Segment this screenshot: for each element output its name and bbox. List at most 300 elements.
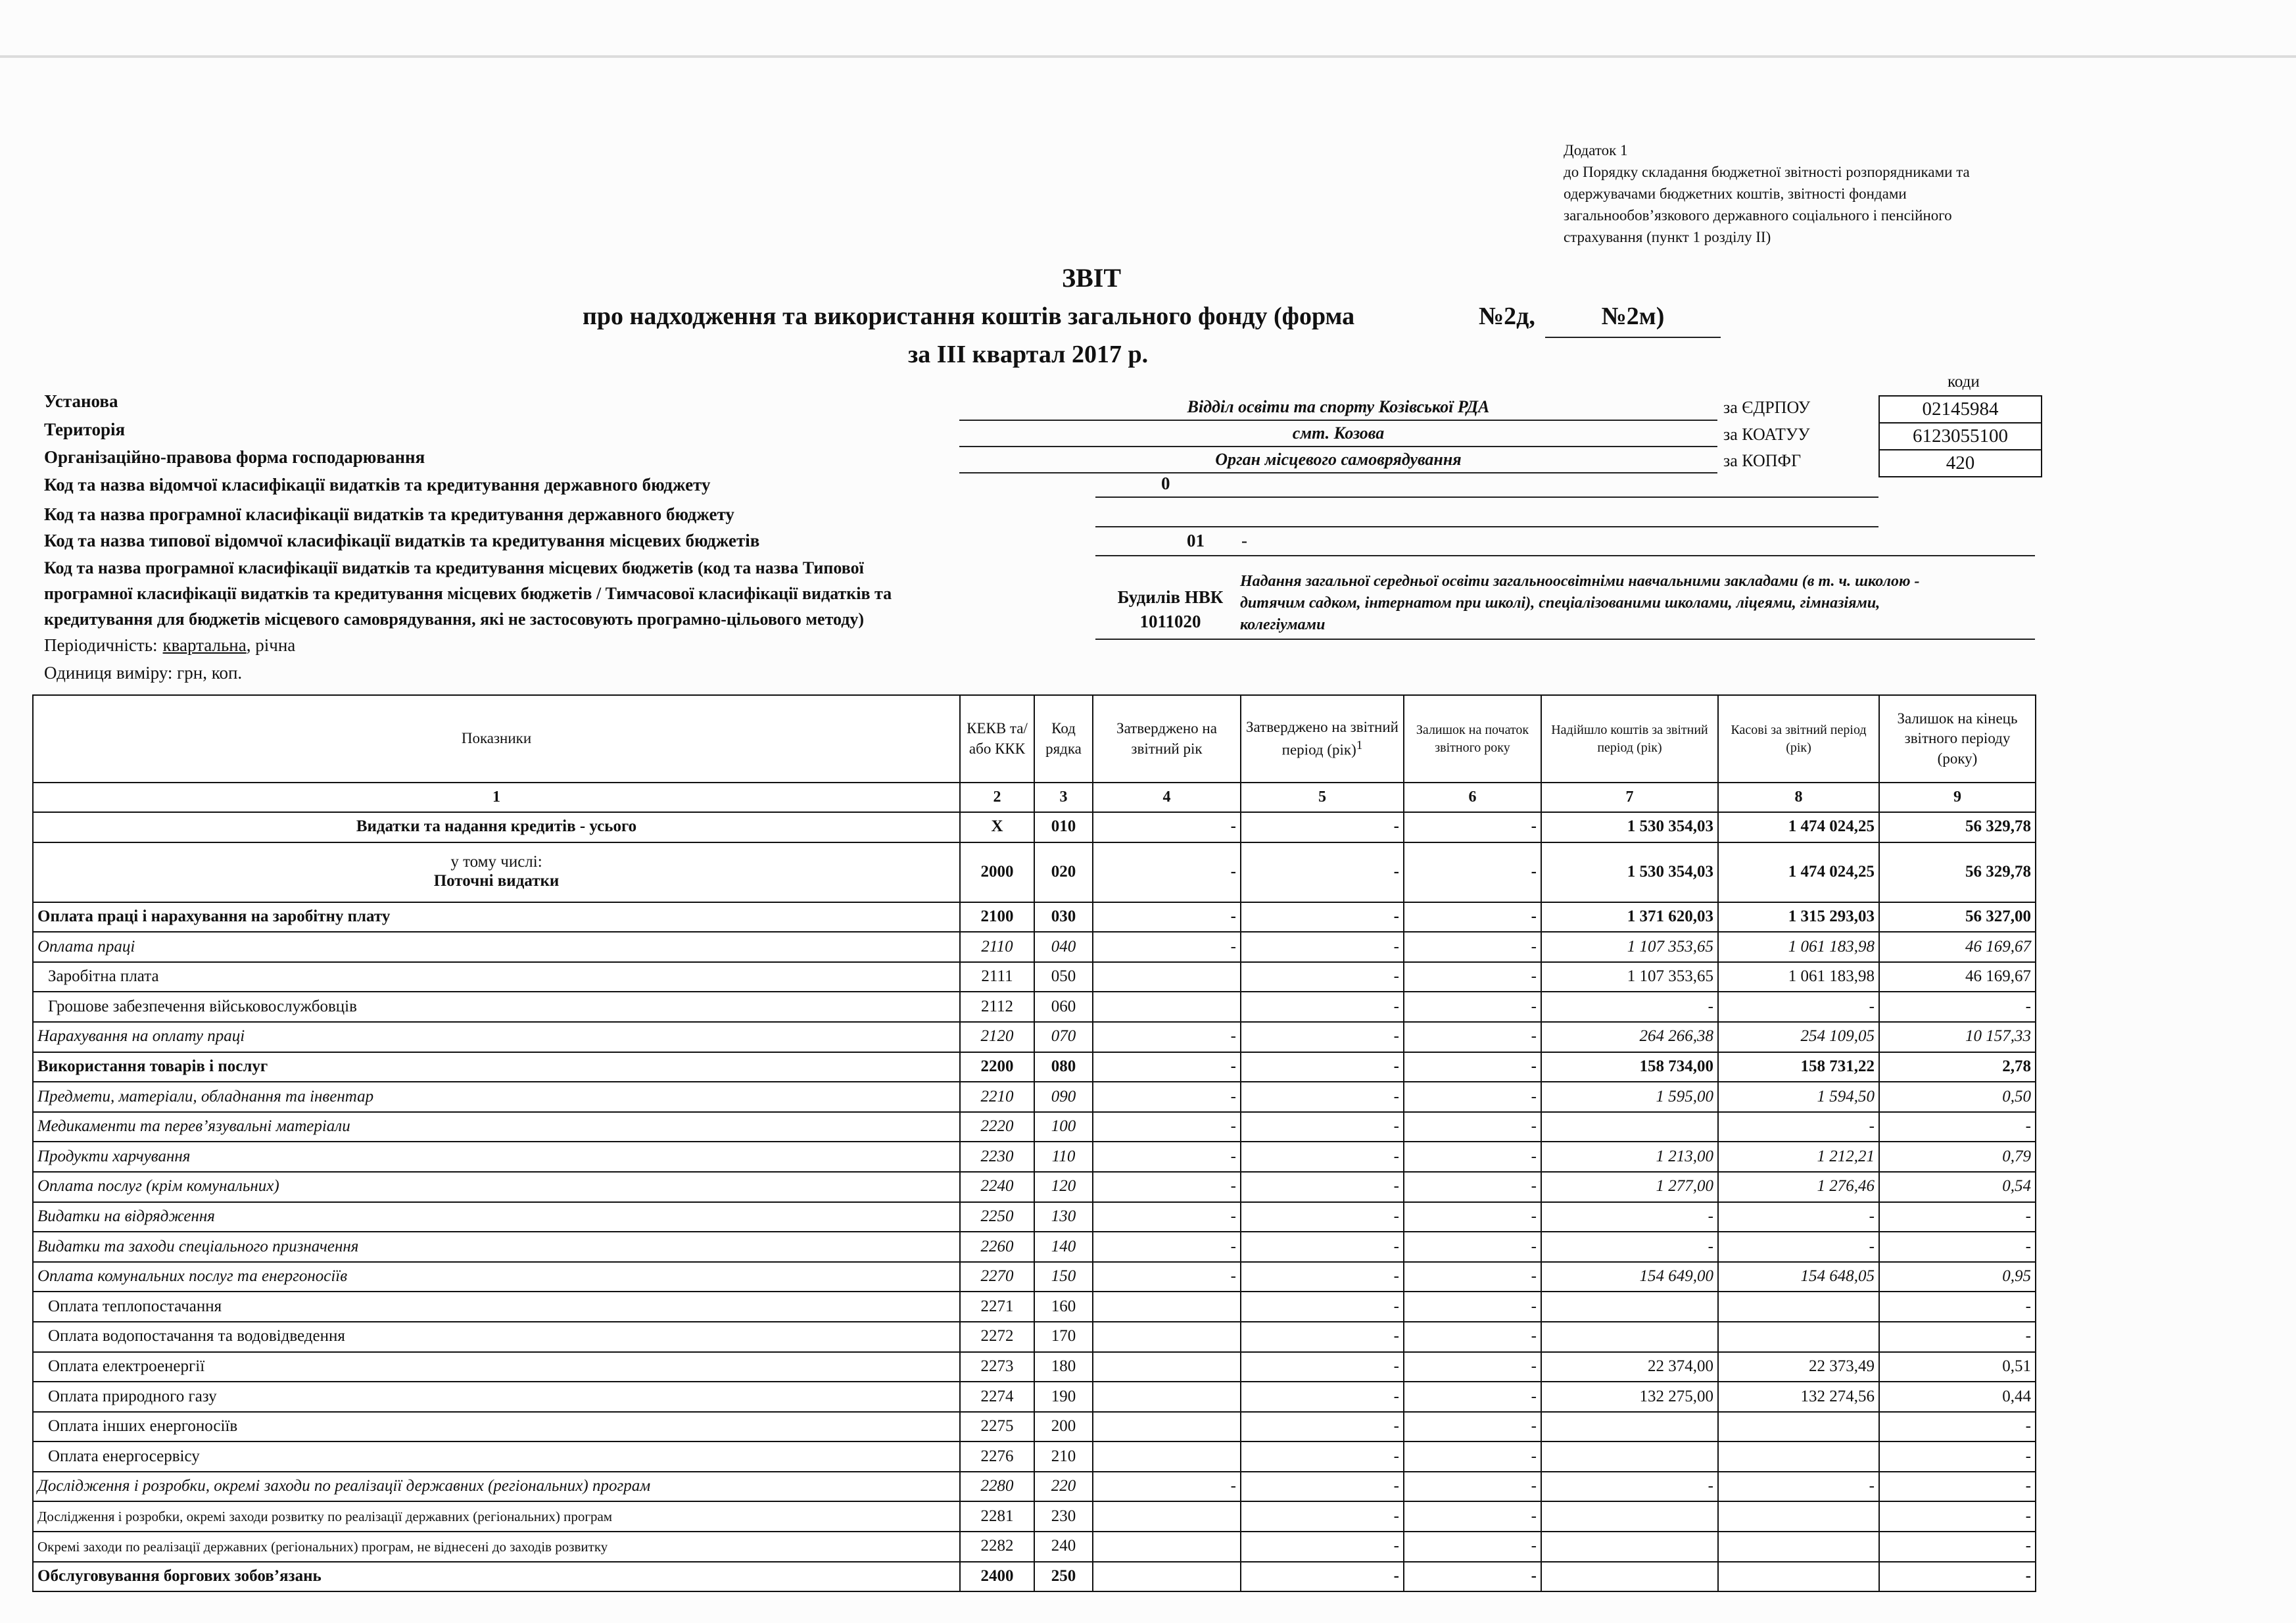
cash-cell <box>1718 1532 1879 1562</box>
table-row <box>33 1322 2036 1352</box>
balance-start-cell: - <box>1404 962 1541 992</box>
kekv-cell: 2272 <box>960 1322 1034 1352</box>
balance-end-cell: - <box>1879 1292 2036 1322</box>
kekv-cell: 2274 <box>960 1382 1034 1412</box>
approved-year-cell: - <box>1093 842 1241 902</box>
table-row <box>33 992 2036 1022</box>
header-balance-start: Залишок на початок звітного року <box>1404 695 1541 783</box>
territory-label: Територія <box>44 420 126 439</box>
indicator-name: Предмети, матеріали, обладнання та інвентар <box>37 1087 374 1105</box>
table-row <box>33 1562 2036 1592</box>
kopfg-label: за КОПФГ <box>1723 451 1802 470</box>
kekv-cell: Х <box>960 812 1034 842</box>
territory-value: смт. Козова <box>1292 424 1385 443</box>
column-number: 5 <box>1241 783 1404 812</box>
report-subtitle: про надходження та використання коштів загального фонду (форма <box>583 303 1355 330</box>
approved-period-cell: - <box>1241 842 1404 902</box>
approved-period-cell: - <box>1241 1262 1404 1292</box>
kekv-cell: 2120 <box>960 1022 1034 1052</box>
approved-year-cell: - <box>1093 1172 1241 1202</box>
cash-cell <box>1718 1412 1879 1442</box>
table-row <box>33 1082 2036 1112</box>
typical-dept-name: - <box>1241 531 1247 550</box>
line-code-cell: 130 <box>1034 1202 1093 1232</box>
header-received: Надійшло коштів за звітний період (рік) <box>1541 695 1718 783</box>
received-cell: - <box>1541 1202 1718 1232</box>
balance-end-cell: 0,50 <box>1879 1082 2036 1112</box>
approved-period-cell: - <box>1241 1472 1404 1502</box>
approved-period-cell: - <box>1241 1352 1404 1382</box>
annex-line: страхування (пункт 1 розділу II) <box>1564 229 1771 245</box>
balance-end-cell: - <box>1879 1322 2036 1352</box>
balance-end-cell: 0,51 <box>1879 1352 2036 1382</box>
balance-end-cell: - <box>1879 992 2036 1022</box>
table-row <box>33 812 2036 842</box>
received-cell: 1 595,00 <box>1541 1082 1718 1112</box>
table-row <box>33 1501 2036 1532</box>
line-code-cell: 170 <box>1034 1322 1093 1352</box>
approved-period-cell: - <box>1241 812 1404 842</box>
approved-period-cell: - <box>1241 1562 1404 1592</box>
balance-end-cell: 10 157,33 <box>1879 1022 2036 1052</box>
balance-end-cell: - <box>1879 1202 2036 1232</box>
table-row <box>33 1441 2036 1472</box>
indicator-name-cell <box>33 1112 960 1142</box>
approved-year-cell: - <box>1093 812 1241 842</box>
indicator-name: Оплата природного газу <box>48 1387 217 1405</box>
approved-year-cell <box>1093 992 1241 1022</box>
indicator-name: Поточні видатки <box>433 872 560 890</box>
table-row <box>33 1472 2036 1502</box>
line-code-cell: 180 <box>1034 1352 1093 1382</box>
balance-end-cell: 0,54 <box>1879 1172 2036 1202</box>
balance-end-cell: 2,78 <box>1879 1052 2036 1082</box>
indicator-name: Дослідження і розробки, окремі заходи розвитку по реалізації державних (регіональних) програм <box>37 1509 613 1525</box>
approved-year-cell <box>1093 1532 1241 1562</box>
table-row <box>33 1052 2036 1082</box>
typical-dept-code: 01 <box>1187 531 1205 550</box>
approved-year-cell <box>1093 1501 1241 1532</box>
codes-box <box>1878 395 2042 477</box>
periodicity <box>44 634 295 656</box>
form-number-d: №2д, <box>1479 303 1535 330</box>
column-number: 7 <box>1541 783 1718 812</box>
balance-end-cell: - <box>1879 1412 2036 1442</box>
approved-period-cell: - <box>1241 1202 1404 1232</box>
header-line-code: Код рядка <box>1034 695 1093 783</box>
local-program-name <box>1240 571 2036 636</box>
balance-end-cell: - <box>1879 1441 2036 1472</box>
annex-line: до Порядку складання бюджетної звітності розпорядниками та <box>1564 164 1970 180</box>
table-row <box>33 932 2036 962</box>
approved-year-cell: - <box>1093 1022 1241 1052</box>
line-code-cell: 040 <box>1034 932 1093 962</box>
balance-end-cell: - <box>1879 1112 2036 1142</box>
indicator-name: Оплата енергосервісу <box>48 1447 200 1465</box>
indicator-name: Видатки та надання кредитів - усього <box>356 817 637 836</box>
edrpou-label: за ЄДРПОУ <box>1723 398 1811 417</box>
kekv-cell: 2400 <box>960 1562 1034 1592</box>
kekv-cell: 2260 <box>960 1232 1034 1262</box>
cash-cell: 132 274,56 <box>1718 1382 1879 1412</box>
received-cell: 154 649,00 <box>1541 1262 1718 1292</box>
balance-start-cell: - <box>1404 1112 1541 1142</box>
indicator-name-cell <box>33 1172 960 1202</box>
balance-start-cell: - <box>1404 932 1541 962</box>
received-cell <box>1541 1441 1718 1472</box>
line-code-cell: 090 <box>1034 1082 1093 1112</box>
received-cell: 1 107 353,65 <box>1541 962 1718 992</box>
table-row <box>33 1382 2036 1412</box>
indicator-name-cell <box>33 962 960 992</box>
line-code-cell: 060 <box>1034 992 1093 1022</box>
line-code-cell: 200 <box>1034 1412 1093 1442</box>
received-cell <box>1541 1112 1718 1142</box>
kekv-cell: 2273 <box>960 1352 1034 1382</box>
balance-start-cell: - <box>1404 842 1541 902</box>
kekv-cell: 2230 <box>960 1142 1034 1172</box>
kekv-cell: 2281 <box>960 1501 1034 1532</box>
cash-cell: - <box>1718 1202 1879 1232</box>
approved-year-cell: - <box>1093 1472 1241 1502</box>
indicator-name: Оплата теплопостачання <box>48 1297 222 1315</box>
table-row <box>33 1232 2036 1262</box>
local-program-code <box>1105 585 1236 634</box>
institution-value: Відділ освіти та спорту Козівської РДА <box>1187 397 1490 416</box>
received-cell: 264 266,38 <box>1541 1022 1718 1052</box>
dept-classification-value: 0 <box>1161 473 1170 493</box>
approved-year-cell <box>1093 1562 1241 1592</box>
approved-year-cell <box>1093 1382 1241 1412</box>
received-cell <box>1541 1322 1718 1352</box>
institution-value-line <box>959 395 1717 421</box>
approved-period-cell: - <box>1241 1441 1404 1472</box>
approved-year-cell <box>1093 1352 1241 1382</box>
indicator-name-cell <box>33 1532 960 1562</box>
table-row <box>33 962 2036 992</box>
balance-start-cell: - <box>1404 1352 1541 1382</box>
legal-form-label: Організаційно-правова форма господарювання <box>44 447 425 467</box>
received-cell: 132 275,00 <box>1541 1382 1718 1412</box>
kekv-cell: 2240 <box>960 1172 1034 1202</box>
indicator-name-cell <box>33 1472 960 1502</box>
edrpou-code: 02145984 <box>1880 397 2041 424</box>
dept-classification-line <box>1095 472 1878 498</box>
approved-year-cell <box>1093 1441 1241 1472</box>
indicator-name-cell <box>33 1142 960 1172</box>
table-row <box>33 1262 2036 1292</box>
periodicity-label: Періодичність: <box>44 635 158 655</box>
approved-period-cell: - <box>1241 1172 1404 1202</box>
cash-cell: 158 731,22 <box>1718 1052 1879 1082</box>
balance-start-cell: - <box>1404 902 1541 933</box>
koatuu-label: за КОАТУУ <box>1723 425 1810 444</box>
balance-start-cell: - <box>1404 812 1541 842</box>
dept-classification-label: Код та назва відомчої класифікації видатків та кредитування державного бюджету <box>44 475 711 495</box>
table-row <box>33 902 2036 933</box>
balance-start-cell: - <box>1404 1232 1541 1262</box>
balance-start-cell: - <box>1404 1202 1541 1232</box>
kekv-cell: 2112 <box>960 992 1034 1022</box>
indicator-name: Оплата праці <box>37 937 135 956</box>
indicator-name-cell <box>33 1412 960 1442</box>
balance-start-cell: - <box>1404 1501 1541 1532</box>
indicator-name-cell <box>33 992 960 1022</box>
indicator-name-cell <box>33 1562 960 1592</box>
indicator-name: Дослідження і розробки, окремі заходи по реалізації державних (регіональних) програм <box>37 1477 651 1495</box>
approved-year-cell: - <box>1093 1262 1241 1292</box>
approved-year-cell <box>1093 962 1241 992</box>
indicator-name: Медикаменти та перев’язувальні матеріали <box>37 1117 350 1136</box>
balance-start-cell: - <box>1404 1562 1541 1592</box>
local-program-code-name: Будилів НВК <box>1117 587 1224 607</box>
indicator-name-prefix: у тому числі: <box>450 853 542 871</box>
header-indicators: Показники <box>33 695 960 783</box>
line-code-cell: 010 <box>1034 812 1093 842</box>
report-period: за III квартал 2017 р. <box>908 341 1149 368</box>
cash-cell: 254 109,05 <box>1718 1022 1879 1052</box>
balance-end-cell: - <box>1879 1562 2036 1592</box>
approved-period-cell: - <box>1241 1232 1404 1262</box>
indicator-name: Окремі заходи по реалізації державних (регіональних) програм, не віднесені до заходів розвитку <box>37 1538 608 1555</box>
table-row <box>33 1202 2036 1232</box>
received-cell: 22 374,00 <box>1541 1352 1718 1382</box>
received-cell: - <box>1541 992 1718 1022</box>
approved-year-cell: - <box>1093 932 1241 962</box>
kekv-cell: 2250 <box>960 1202 1034 1232</box>
indicator-name-cell <box>33 1082 960 1112</box>
annex-line: Додаток 1 <box>1564 142 1628 158</box>
approved-period-cell: - <box>1241 902 1404 933</box>
approved-year-cell: - <box>1093 1112 1241 1142</box>
approved-year-cell <box>1093 1322 1241 1352</box>
label-line: програмної класифікації видатків та кредитування місцевих бюджетів / Тимчасової класифікації видатків та <box>44 584 892 603</box>
indicator-name-cell <box>33 1322 960 1352</box>
indicator-name: Оплата водопостачання та водовідведення <box>48 1327 345 1345</box>
approved-period-cell: - <box>1241 1082 1404 1112</box>
indicator-name-cell <box>33 1202 960 1232</box>
line-code-cell: 070 <box>1034 1022 1093 1052</box>
balance-start-cell: - <box>1404 1322 1541 1352</box>
cash-cell: - <box>1718 1472 1879 1502</box>
cash-cell: 1 474 024,25 <box>1718 842 1879 902</box>
column-number: 1 <box>33 783 960 812</box>
indicator-name: Обслуговування боргових зобов’язань <box>37 1567 322 1586</box>
indicator-name-cell <box>33 1022 960 1052</box>
line-code-cell: 230 <box>1034 1501 1093 1532</box>
periodicity-selected: квартальна <box>162 635 247 655</box>
approved-period-cell: - <box>1241 1501 1404 1532</box>
indicator-name-cell <box>33 842 960 902</box>
kopfg-code: 420 <box>1946 452 1975 473</box>
balance-end-cell: - <box>1879 1501 2036 1532</box>
column-number: 6 <box>1404 783 1541 812</box>
line-code-cell: 210 <box>1034 1441 1093 1472</box>
column-number: 9 <box>1879 783 2036 812</box>
balance-start-cell: - <box>1404 1412 1541 1442</box>
received-cell <box>1541 1562 1718 1592</box>
line-code-cell: 220 <box>1034 1472 1093 1502</box>
indicator-name: Оплата праці і нарахування на заробітну плату <box>37 908 391 926</box>
approved-year-cell: - <box>1093 1052 1241 1082</box>
cash-cell: 1 594,50 <box>1718 1082 1879 1112</box>
local-program-line <box>1095 639 2035 640</box>
kekv-cell: 2111 <box>960 962 1034 992</box>
indicator-name: Оплата інших енергоносіїв <box>48 1417 238 1436</box>
annex-line: загальнообов’язкового державного соціального і пенсійного <box>1564 207 1952 224</box>
approved-period-cell: - <box>1241 1412 1404 1442</box>
line-code-cell: 250 <box>1034 1562 1093 1592</box>
indicator-name: Використання товарів і послуг <box>37 1057 268 1075</box>
cash-cell: 1 212,21 <box>1718 1142 1879 1172</box>
received-cell <box>1541 1412 1718 1442</box>
indicator-name: Заробітна плата <box>48 967 159 986</box>
balance-end-cell: 0,79 <box>1879 1142 2036 1172</box>
kekv-cell: 2270 <box>960 1262 1034 1292</box>
received-cell: 1 530 354,03 <box>1541 842 1718 902</box>
kekv-cell: 2100 <box>960 902 1034 933</box>
column-number: 4 <box>1093 783 1241 812</box>
cash-cell: 22 373,49 <box>1718 1352 1879 1382</box>
table-row <box>33 842 2036 902</box>
balance-start-cell: - <box>1404 1172 1541 1202</box>
balance-start-cell: - <box>1404 1472 1541 1502</box>
balance-end-cell: 0,44 <box>1879 1382 2036 1412</box>
periodicity-other: , річна <box>246 635 296 655</box>
header-approved-year: Затверджено на звітний рік <box>1093 695 1241 783</box>
line-code-cell: 240 <box>1034 1532 1093 1562</box>
cash-cell <box>1718 1322 1879 1352</box>
kekv-cell: 2220 <box>960 1112 1034 1142</box>
table-body <box>33 812 2036 1591</box>
approved-period-cell: - <box>1241 992 1404 1022</box>
local-program-classification-label <box>44 555 892 632</box>
cash-cell: 154 648,05 <box>1718 1262 1879 1292</box>
indicator-name: Продукти харчування <box>37 1147 191 1165</box>
kekv-cell: 2000 <box>960 842 1034 902</box>
local-program-name-line: дитячим садком, інтернатом при школі), спеціалізованими школами, ліцеями, гімназіями, <box>1240 594 1880 612</box>
line-code-cell: 110 <box>1034 1142 1093 1172</box>
approved-period-cell: - <box>1241 1022 1404 1052</box>
program-classification-label: Код та назва програмної класифікації видатків та кредитування державного бюджету <box>44 504 734 524</box>
line-code-cell: 080 <box>1034 1052 1093 1082</box>
table-header-row <box>33 695 2036 783</box>
unit-of-measure: Одиниця виміру: грн, коп. <box>44 663 243 683</box>
indicator-name: Нарахування на оплату праці <box>37 1027 245 1046</box>
column-number: 8 <box>1718 783 1879 812</box>
line-code-cell: 150 <box>1034 1262 1093 1292</box>
approved-period-cell: - <box>1241 1112 1404 1142</box>
form-number-m: №2м) <box>1545 301 1721 338</box>
kekv-cell: 2210 <box>960 1082 1034 1112</box>
annex-note <box>1564 139 1970 248</box>
received-cell <box>1541 1532 1718 1562</box>
annex-line: одержувачами бюджетних коштів, звітності фондами <box>1564 185 1907 202</box>
line-code-cell: 190 <box>1034 1382 1093 1412</box>
legal-form-value-line <box>959 447 1717 473</box>
program-classification-line <box>1095 501 1878 527</box>
received-cell: 158 734,00 <box>1541 1052 1718 1082</box>
received-cell: 1 530 354,03 <box>1541 812 1718 842</box>
column-number: 3 <box>1034 783 1093 812</box>
typical-dept-classification-line <box>1095 530 2035 556</box>
received-cell: 1 371 620,03 <box>1541 902 1718 933</box>
line-code-cell: 120 <box>1034 1172 1093 1202</box>
cash-cell: 1 061 183,98 <box>1718 962 1879 992</box>
kekv-cell: 2110 <box>960 932 1034 962</box>
indicator-name: Видатки на відрядження <box>37 1207 215 1225</box>
cash-cell: 1 315 293,03 <box>1718 902 1879 933</box>
balance-end-cell: 46 169,67 <box>1879 932 2036 962</box>
line-code-cell: 030 <box>1034 902 1093 933</box>
approved-year-cell: - <box>1093 1082 1241 1112</box>
legal-form-value: Орган місцевого самоврядування <box>1215 450 1462 469</box>
approved-period-cell: - <box>1241 1142 1404 1172</box>
received-cell <box>1541 1292 1718 1322</box>
balance-start-cell: - <box>1404 1292 1541 1322</box>
header-approved-period-text: Затверджено на звітний період (рік) <box>1246 718 1399 758</box>
balance-start-cell: - <box>1404 1532 1541 1562</box>
approved-period-cell: - <box>1241 1382 1404 1412</box>
approved-period-cell: - <box>1241 1052 1404 1082</box>
cash-cell <box>1718 1292 1879 1322</box>
indicator-name-cell <box>33 1052 960 1082</box>
indicator-name-cell <box>33 1501 960 1532</box>
indicator-name-cell <box>33 812 960 842</box>
balance-end-cell: 46 169,67 <box>1879 962 2036 992</box>
cash-cell: - <box>1718 1112 1879 1142</box>
footnote-marker: 1 <box>1356 739 1363 753</box>
approved-period-cell: - <box>1241 962 1404 992</box>
codes-header: коди <box>1948 373 1980 391</box>
indicator-name: Видатки та заходи спеціального призначення <box>37 1237 359 1255</box>
cash-cell: 1 061 183,98 <box>1718 932 1879 962</box>
table-row <box>33 1142 2036 1172</box>
column-number-row <box>33 783 2036 812</box>
balance-start-cell: - <box>1404 1022 1541 1052</box>
balance-end-cell: - <box>1879 1232 2036 1262</box>
table-row <box>33 1112 2036 1142</box>
header-balance-end: Залишок на кінець звітного періоду (року) <box>1879 695 2036 783</box>
line-code-cell: 100 <box>1034 1112 1093 1142</box>
received-cell: 1 107 353,65 <box>1541 932 1718 962</box>
approved-period-cell: - <box>1241 1532 1404 1562</box>
kekv-cell: 2200 <box>960 1052 1034 1082</box>
approved-period-cell: - <box>1241 1292 1404 1322</box>
balance-end-cell: 0,95 <box>1879 1262 2036 1292</box>
cash-cell: 1 276,46 <box>1718 1172 1879 1202</box>
indicator-name-cell <box>33 932 960 962</box>
line-code-cell: 050 <box>1034 962 1093 992</box>
kekv-cell: 2282 <box>960 1532 1034 1562</box>
received-cell: 1 277,00 <box>1541 1172 1718 1202</box>
indicator-name-cell <box>33 1292 960 1322</box>
approved-year-cell: - <box>1093 902 1241 933</box>
approved-period-cell: - <box>1241 932 1404 962</box>
received-cell: - <box>1541 1472 1718 1502</box>
balance-start-cell: - <box>1404 1082 1541 1112</box>
indicator-name: Грошове забезпечення військовослужбовців <box>48 997 357 1015</box>
indicator-name: Оплата електроенергії <box>48 1357 205 1375</box>
indicator-name-cell <box>33 1262 960 1292</box>
local-program-code-number: 1011020 <box>1139 612 1201 631</box>
approved-period-cell: - <box>1241 1322 1404 1352</box>
table-row <box>33 1022 2036 1052</box>
approved-year-cell: - <box>1093 1202 1241 1232</box>
cash-cell: - <box>1718 1232 1879 1262</box>
balance-start-cell: - <box>1404 1441 1541 1472</box>
header-kekv: КЕКВ та/або ККК <box>960 695 1034 783</box>
